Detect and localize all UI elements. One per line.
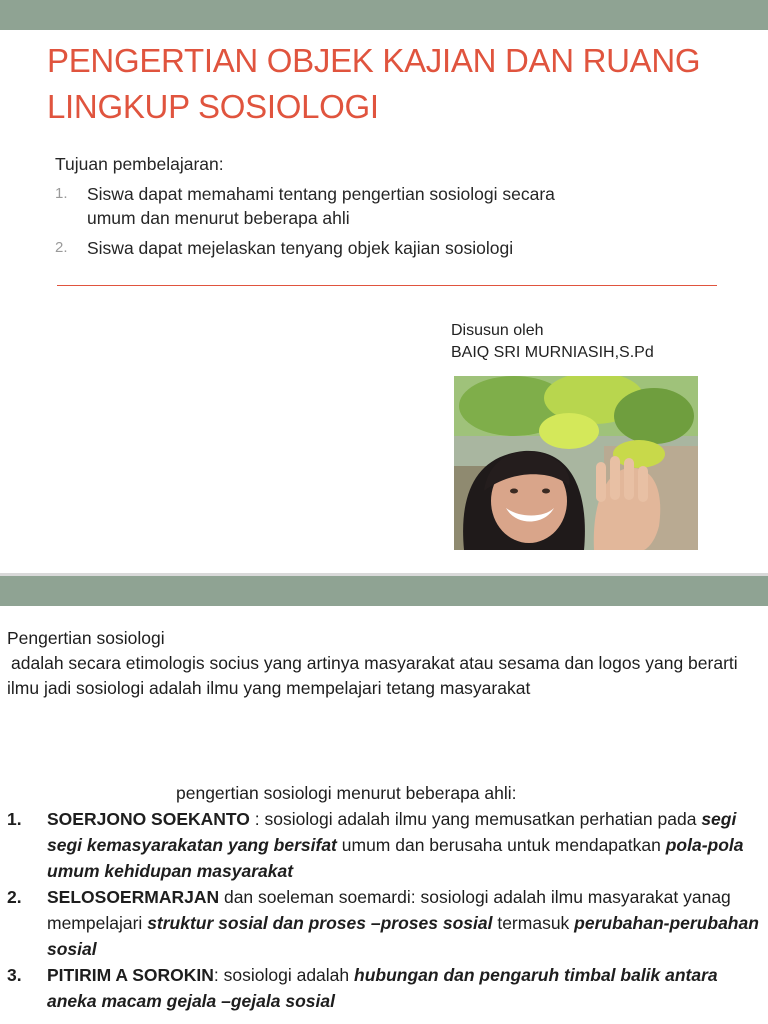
goal-text: Siswa dapat memahami tentang pengertian sosiologi secara umum dan menurut beberapa ahli [87, 184, 555, 228]
expert-name: SOERJONO SOEKANTO [47, 809, 250, 829]
top-accent-bar [0, 0, 768, 30]
expert-item [7, 884, 763, 962]
goals-list [55, 182, 575, 260]
expert-number: 2. [7, 887, 22, 907]
definition-text: adalah secara etimologis socius yang artinya masyarakat atau sesama dan logos yang berarti ilmu jadi sosiologi adalah ilmu yang mempelajari tetang masyarakat [7, 653, 738, 698]
accent-divider-line [57, 285, 717, 286]
expert-emphasis: struktur sosial dan proses –proses sosial [147, 913, 493, 933]
expert-emphasis: perubahan-perubahan sosial [47, 913, 759, 959]
goal-number: 1. [55, 185, 68, 202]
slide-title: PENGERTIAN OBJEK KAJIAN DAN RUANG LINGKUP SOSIOLOGI [47, 42, 701, 125]
expert-item [7, 962, 763, 1014]
expert-emphasis: pola-pola umum kehidupan masyarakat [47, 835, 744, 881]
author-photo-illustration [454, 376, 698, 550]
expert-emphasis: segi segi kemasyarakatan yang bersifat [47, 809, 737, 855]
goal-item [55, 236, 575, 260]
experts-list [7, 806, 763, 1014]
author-block [451, 320, 654, 364]
slide-2 [0, 576, 768, 1024]
expert-text: : sosiologi adalah ilmu yang memusatkan perhatian pada [249, 809, 702, 829]
definition-heading: Pengertian sosiologi [7, 628, 165, 648]
goals-heading: Tujuan pembelajaran: [55, 154, 224, 174]
expert-text: umum dan berusaha untuk mendapatkan [336, 835, 666, 855]
definition-block [7, 626, 757, 701]
learning-goals [55, 152, 575, 266]
goal-number: 2. [55, 239, 68, 256]
expert-item [7, 806, 763, 884]
author-name: BAIQ SRI MURNIASIH,S.Pd [451, 344, 654, 361]
expert-number: 1. [7, 809, 22, 829]
top-accent-bar [0, 576, 768, 606]
expert-text: dan soeleman soemardi: sosiologi adalah ilmu masyarakat yanag mempelajari [47, 887, 731, 933]
goal-item [55, 182, 575, 230]
experts-heading: pengertian sosiologi menurut beberapa ahli: [176, 783, 517, 803]
expert-number: 3. [7, 965, 22, 985]
author-photo [454, 376, 698, 550]
expert-text: : sosiologi adalah [213, 965, 355, 985]
expert-name: PITIRIM A SOROKIN [47, 965, 214, 985]
goal-text: Siswa dapat mejelaskan tenyang objek kajian sosiologi [87, 238, 514, 258]
expert-name: SELOSOERMARJAN [47, 887, 220, 907]
expert-emphasis: hubungan dan pengaruh timbal balik antara aneka macam gejala –gejala sosial [47, 965, 718, 1011]
expert-text: termasuk [492, 913, 575, 933]
author-label: Disusun oleh [451, 322, 544, 339]
